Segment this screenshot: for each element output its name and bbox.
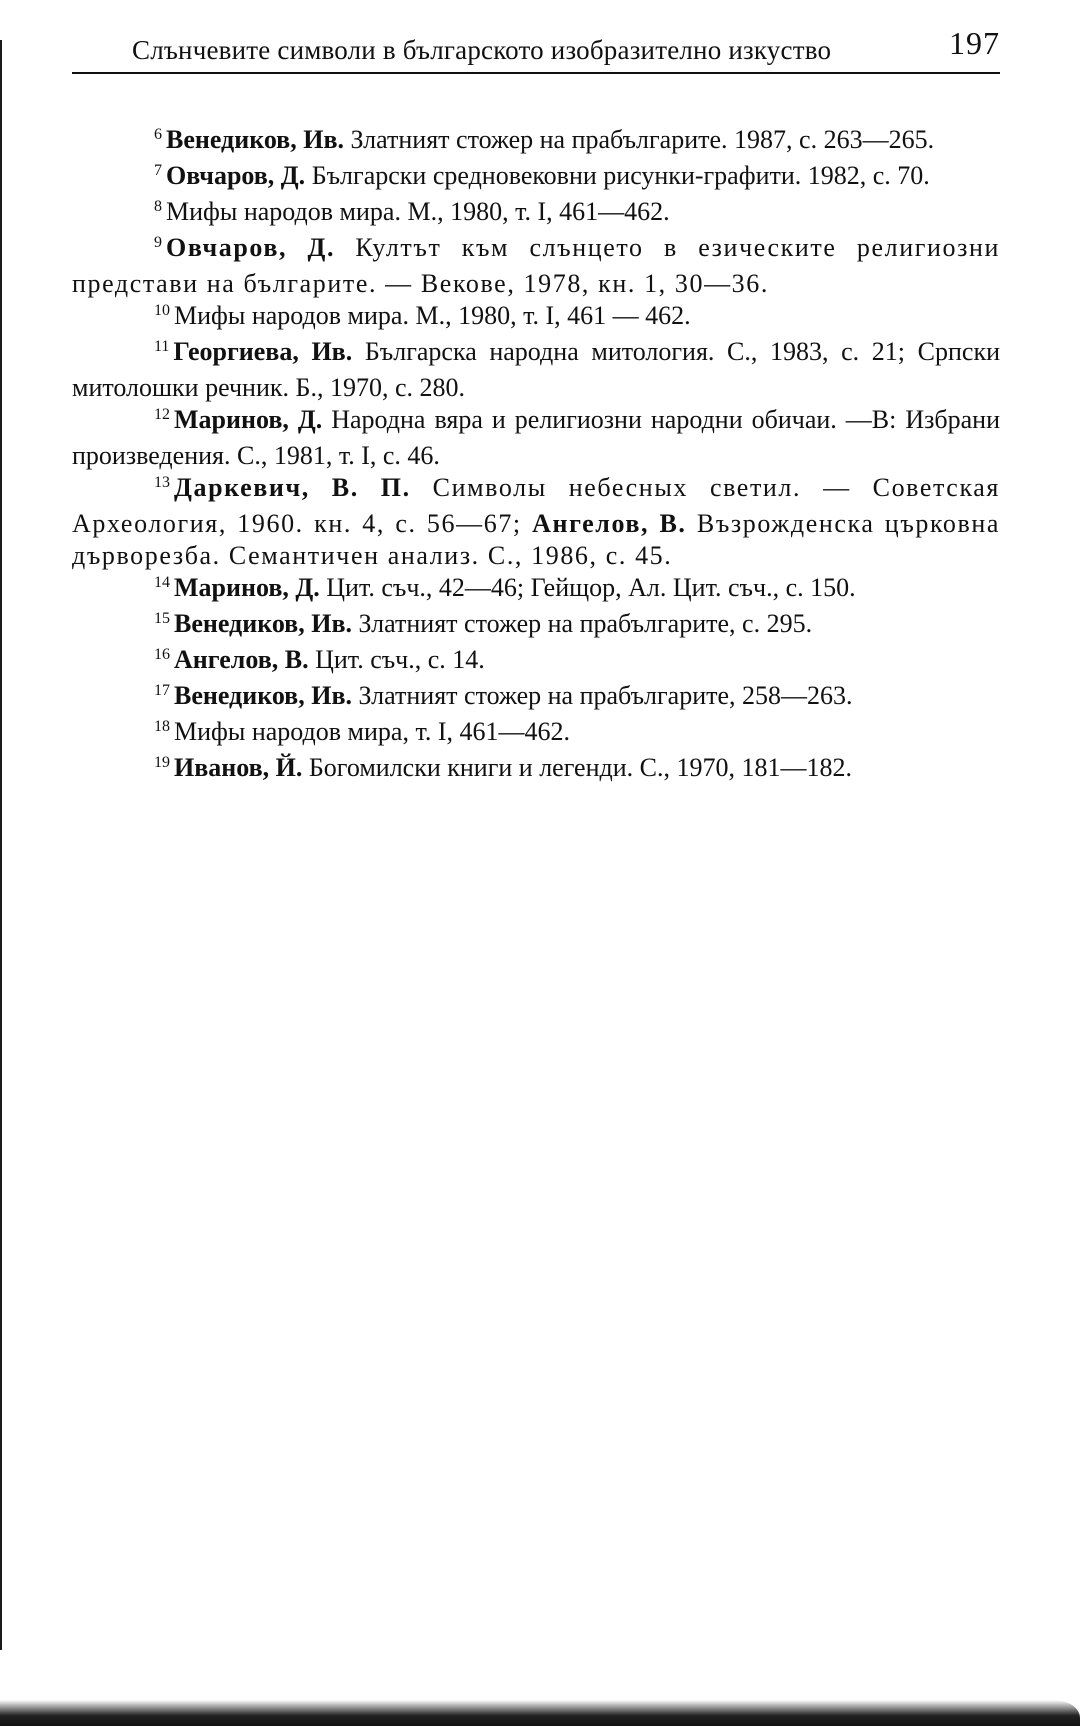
endnote-number: 19 bbox=[154, 754, 170, 771]
endnote-text: Народна вяра и религиозни народни обичаи. —В: Избрани произведения. С., 1981, т. I, с. 46. bbox=[72, 405, 1000, 470]
endnote-number: 12 bbox=[154, 406, 170, 423]
endnote-number: 17 bbox=[154, 682, 170, 699]
endnotes-list bbox=[72, 124, 1000, 788]
endnote-6 bbox=[72, 124, 1000, 160]
endnote-number: 15 bbox=[154, 610, 170, 627]
endnote-author: Венедиков, Ив. bbox=[174, 609, 352, 638]
endnote-text: Цит. съч., с. 14. bbox=[308, 645, 485, 674]
endnote-text: Българска народна митология. С., 1983, с. 21; Српски митолошки речник. Б., 1970, с. 280. bbox=[72, 337, 1000, 402]
page-number: 197 bbox=[949, 25, 1000, 61]
endnote-19 bbox=[72, 752, 1000, 788]
endnote-text: Златният стожер на прабългарите, 258—263. bbox=[352, 681, 853, 710]
scan-left-edge bbox=[0, 40, 2, 1650]
endnote-11 bbox=[72, 336, 1000, 404]
endnote-text: Мифы народов мира. М., 1980, т. I, 461—462. bbox=[166, 197, 670, 226]
endnote-number: 10 bbox=[154, 302, 170, 319]
endnote-text: Символы небесных светил. — Советская Археология, 1960. кн. 4, с. 56—67; bbox=[72, 473, 1000, 538]
endnote-author: Овчаров, Д. bbox=[166, 233, 336, 262]
endnote-author: Венедиков, Ив. bbox=[166, 125, 344, 154]
endnote-text: Български средновековни рисунки-графити. 1982, с. 70. bbox=[305, 161, 930, 190]
endnote-number: 18 bbox=[154, 718, 170, 735]
endnote-author: Ангелов, В. bbox=[532, 509, 687, 538]
endnote-18 bbox=[72, 716, 1000, 752]
endnote-text: Златният стожер на прабългарите, с. 295. bbox=[352, 609, 813, 638]
endnote-15 bbox=[72, 608, 1000, 644]
endnote-author: Маринов, Д. bbox=[174, 405, 323, 434]
endnote-number: 8 bbox=[154, 198, 162, 215]
endnote-14 bbox=[72, 572, 1000, 608]
endnote-author: Ангелов, В. bbox=[174, 645, 309, 674]
endnote-8 bbox=[72, 196, 1000, 232]
endnote-16 bbox=[72, 644, 1000, 680]
running-title: Слънчевите символи в българското изобразително изкуство bbox=[132, 35, 832, 65]
endnote-author: Иванов, Й. bbox=[174, 753, 303, 782]
endnote-author: Овчаров, Д. bbox=[166, 161, 306, 190]
running-head bbox=[72, 24, 1000, 72]
endnote-number: 13 bbox=[154, 474, 170, 491]
endnote-text: Златният стожер на прабългарите. 1987, с. 263—265. bbox=[344, 125, 935, 154]
endnote-text: Възрожденска църковна дърворезба. Семантичен анализ. С., 1986, с. 45. bbox=[72, 509, 1001, 570]
endnote-number: 7 bbox=[154, 162, 162, 179]
endnote-12 bbox=[72, 404, 1000, 472]
endnote-number: 9 bbox=[154, 234, 162, 251]
endnote-text: Мифы народов мира, т. I, 461—462. bbox=[174, 717, 571, 746]
endnote-author: Георгиева, Ив. bbox=[173, 337, 353, 366]
endnote-text: Цит. съч., 42—46; Гейщор, Ал. Цит. съч., с. 150. bbox=[319, 573, 856, 602]
endnote-number: 16 bbox=[154, 646, 170, 663]
endnote-text: Мифы народов мира. М., 1980, т. I, 461 — 462. bbox=[174, 301, 691, 330]
header-rule bbox=[72, 72, 1000, 74]
endnote-author: Даркевич, В. П. bbox=[174, 473, 411, 502]
endnote-9 bbox=[72, 232, 1000, 300]
endnote-7 bbox=[72, 160, 1000, 196]
endnote-author: Маринов, Д. bbox=[174, 573, 320, 602]
endnote-number: 14 bbox=[154, 574, 170, 591]
endnote-text: Култът към слънцето в езическите религиозни представи на българите. — Векове, 1978, кн. 1, 30—36. bbox=[72, 233, 1000, 298]
endnote-text: Богомилски книги и легенди. С., 1970, 181—182. bbox=[302, 753, 852, 782]
endnote-number: 11 bbox=[154, 338, 170, 355]
endnote-10 bbox=[72, 300, 1000, 336]
endnote-13 bbox=[72, 472, 1000, 572]
endnote-author: Венедиков, Ив. bbox=[174, 681, 352, 710]
endnote-17 bbox=[72, 680, 1000, 716]
scan-bottom-edge bbox=[0, 1700, 1080, 1726]
endnote-number: 6 bbox=[154, 126, 162, 143]
